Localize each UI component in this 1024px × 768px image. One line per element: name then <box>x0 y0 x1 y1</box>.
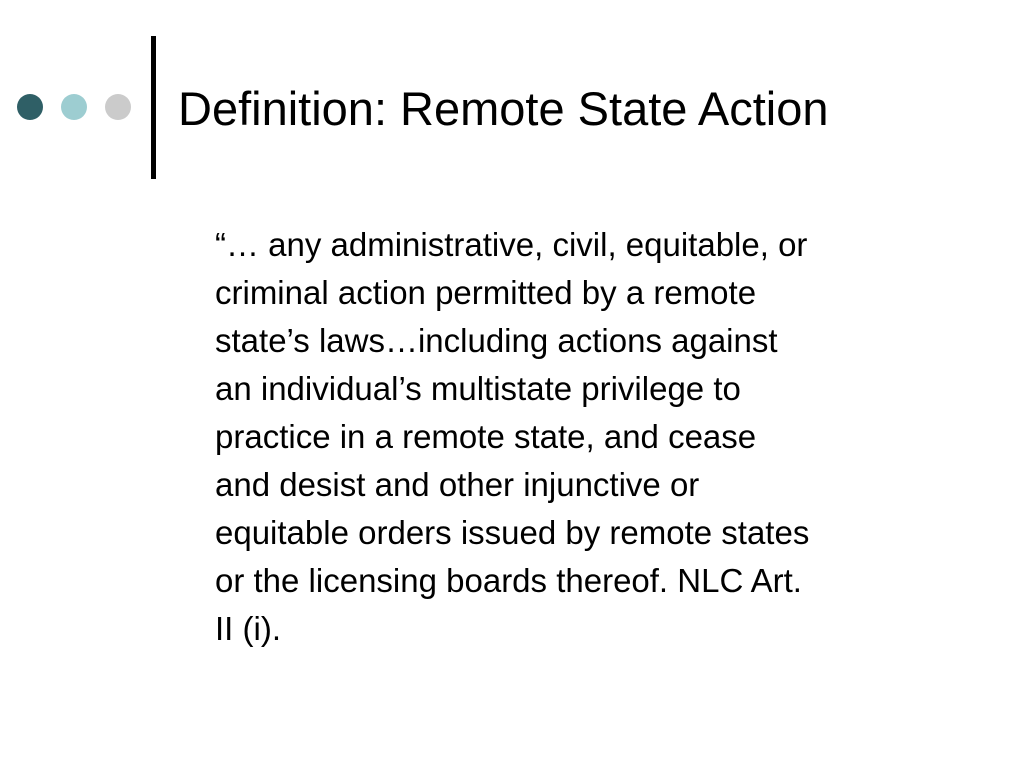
decorative-dot-gray <box>105 94 131 120</box>
body-line: equitable orders issued by remote states <box>215 514 810 551</box>
slide-title: Definition: Remote State Action <box>178 82 829 135</box>
body-line: an individual’s multistate privilege to <box>215 370 741 407</box>
decorative-dot-dark <box>17 94 43 120</box>
body-line: and desist and other injunctive or <box>215 466 700 503</box>
body-line: “… any administrative, civil, equitable, or <box>215 226 808 263</box>
body-line: state’s laws…including actions against <box>215 322 778 359</box>
slide-body <box>215 221 955 653</box>
title-divider <box>151 36 156 179</box>
body-line: or the licensing boards thereof. NLC Art. <box>215 562 802 599</box>
body-line: criminal action permitted by a remote <box>215 274 757 311</box>
body-line: II (i). <box>215 610 281 647</box>
decorative-dot-light <box>61 94 87 120</box>
body-line: practice in a remote state, and cease <box>215 418 757 455</box>
